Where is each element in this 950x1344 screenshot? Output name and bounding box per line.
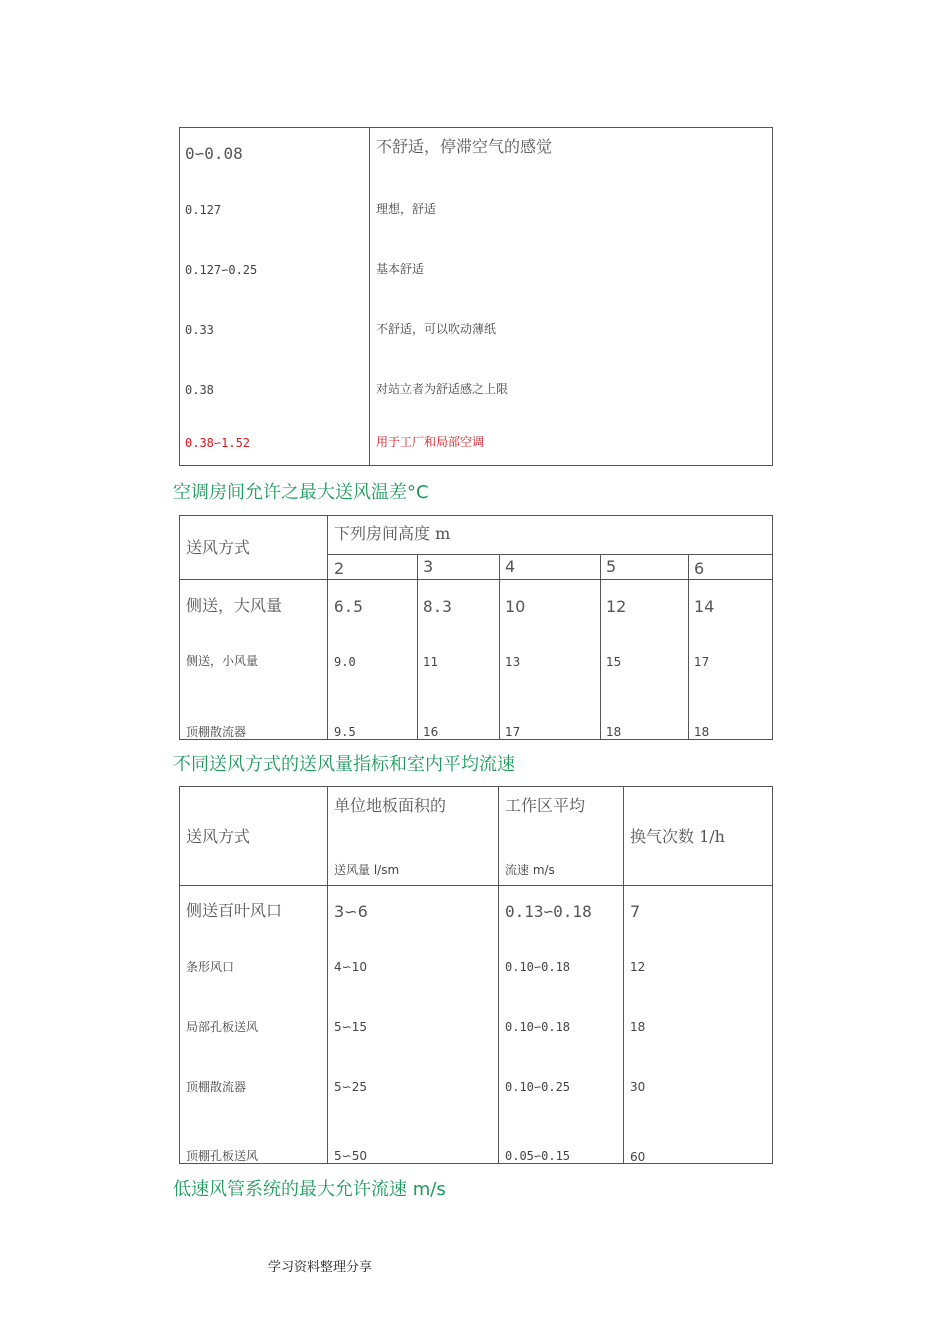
column-header-unit: 流速 m/s	[505, 863, 555, 877]
value-cell: 6.5	[334, 597, 363, 616]
value-cell: 18	[606, 725, 622, 739]
table-divider	[498, 786, 499, 1164]
value-cell: 9.5	[334, 725, 356, 739]
page-footer: 学习资料整理分享	[268, 1260, 373, 1275]
speed-cell: 0.05∽0.15	[505, 1149, 571, 1163]
speed-cell: 0.13∽0.18	[505, 902, 592, 921]
height-header: 5	[606, 557, 617, 576]
mode-cell: 侧送，小风量	[186, 654, 259, 668]
value-cell: 12	[606, 597, 627, 616]
column-header: 送风方式	[186, 827, 251, 846]
ach-cell: 30	[630, 1080, 646, 1094]
section-heading: 空调房间允许之最大送风温差°C	[173, 482, 429, 503]
table-divider	[623, 786, 624, 1164]
height-header: 6	[694, 559, 705, 578]
table-divider	[179, 885, 773, 886]
volume-cell: 3∽6	[334, 902, 368, 921]
mode-cell: 顶棚孔板送风	[186, 1149, 259, 1163]
table-divider	[327, 786, 328, 1164]
value-cell: 9.0	[334, 655, 356, 669]
value-cell: 14	[694, 597, 715, 616]
ach-cell: 60	[630, 1150, 646, 1164]
column-header: 单位地板面积的	[334, 796, 447, 815]
speed-cell: 0.10∽0.18	[505, 960, 571, 974]
value-cell: 16	[423, 725, 439, 739]
table-divider	[499, 554, 500, 740]
mode-cell: 侧送，大风量	[186, 596, 283, 615]
value-cell: 8.3	[423, 597, 452, 616]
speed-cell: 0.127	[185, 203, 222, 217]
speed-cell-highlight: 0.38∽1.52	[185, 436, 251, 450]
table-divider	[327, 554, 773, 555]
section-heading: 不同送风方式的送风量指标和室内平均流速	[173, 754, 515, 775]
value-cell: 13	[505, 655, 521, 669]
speed-cell: 0.10∽0.18	[505, 1020, 571, 1034]
table-divider	[369, 127, 370, 466]
column-header: 送风方式	[186, 538, 251, 557]
value-cell: 17	[505, 725, 521, 739]
mode-cell: 顶棚散流器	[186, 1080, 247, 1094]
ach-cell: 18	[630, 1020, 646, 1034]
speed-cell: 0.10∽0.25	[505, 1080, 571, 1094]
table-divider	[688, 554, 689, 740]
feeling-cell: 不舒适，可以吹动薄纸	[376, 322, 497, 336]
temperature-diff-table	[179, 515, 773, 740]
mode-cell: 侧送百叶风口	[186, 901, 283, 920]
value-cell: 10	[505, 597, 526, 616]
speed-cell: 0.38	[185, 383, 214, 397]
volume-cell: 5∽15	[334, 1020, 367, 1034]
feeling-cell: 对站立者为舒适感之上限	[376, 382, 509, 396]
mode-cell: 顶棚散流器	[186, 725, 247, 739]
table-divider	[179, 579, 773, 580]
table-divider	[600, 554, 601, 740]
column-header: 工作区平均	[505, 796, 586, 815]
value-cell: 18	[694, 725, 710, 739]
table-divider	[327, 515, 328, 740]
volume-cell: 5∽50	[334, 1149, 367, 1163]
speed-cell: 0.33	[185, 323, 214, 337]
value-cell: 15	[606, 655, 622, 669]
value-cell: 11	[423, 655, 439, 669]
comfort-table	[179, 127, 773, 466]
value-cell: 17	[694, 655, 710, 669]
speed-cell: 0∽0.08	[185, 144, 243, 163]
mode-cell: 条形风口	[186, 960, 235, 974]
volume-cell: 4∽10	[334, 960, 367, 974]
group-header: 下列房间高度 m	[334, 524, 451, 543]
height-header: 4	[505, 557, 516, 576]
feeling-cell: 基本舒适	[376, 262, 425, 276]
column-header-unit: 送风量 l/sm	[334, 863, 400, 877]
mode-cell: 局部孔板送风	[186, 1020, 259, 1034]
ach-cell: 12	[630, 960, 646, 974]
ach-cell: 7	[630, 902, 641, 921]
height-header: 2	[334, 559, 345, 578]
feeling-cell: 理想，舒适	[376, 202, 437, 216]
table-divider	[417, 554, 418, 740]
section-heading: 低速风管系统的最大允许流速 m/s	[173, 1179, 446, 1200]
speed-cell: 0.127∽0.25	[185, 263, 258, 277]
column-header: 换气次数 1/h	[630, 827, 725, 846]
volume-cell: 5∽25	[334, 1080, 367, 1094]
feeling-cell-highlight: 用于工厂和局部空调	[376, 435, 485, 449]
feeling-cell: 不舒适，停滞空气的感觉	[376, 137, 553, 156]
height-header: 3	[423, 557, 434, 576]
